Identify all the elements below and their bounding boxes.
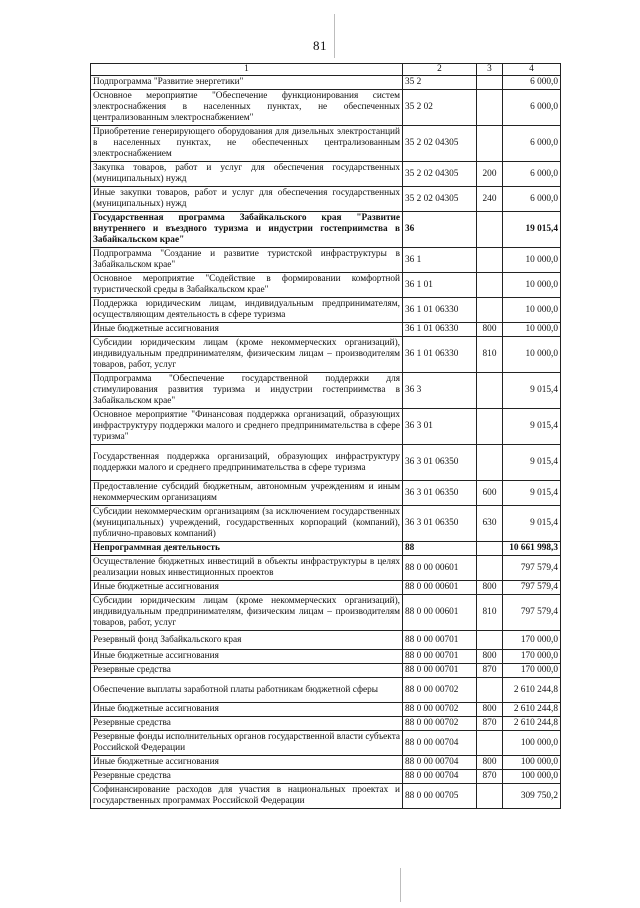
row-name: Подпрограмма "Развитие энергетики" [91,76,403,90]
row-code: 88 0 00 00701 [403,664,477,678]
row-code: 88 [403,542,477,556]
row-name: Непрограммная деятельность [91,542,403,556]
row-code: 88 0 00 00702 [403,717,477,731]
table-row [91,373,561,409]
table-row [91,784,561,809]
row-name: Подпрограмма "Обеспечение государственной поддержки для стимулирования развития туризма и индустрии гостеприимства в Забайкальском крае" [91,373,403,409]
row-name: Предоставление субсидий бюджетным, автономным учреждениям и иным некоммерческим организациям [91,481,403,506]
row-vr: 200 [477,162,503,187]
row-amount: 6 000,0 [503,126,561,162]
row-amount: 9 015,4 [503,409,561,445]
row-name: Государственная программа Забайкальского края "Развитие внутреннего и въездного туризма и индустрии гостеприимства в Забайкальском крае" [91,212,403,248]
row-code: 88 0 00 00705 [403,784,477,809]
row-vr [477,273,503,298]
row-code: 36 1 01 [403,273,477,298]
row-code: 36 1 01 06330 [403,337,477,373]
table-row [91,595,561,631]
row-name: Иные бюджетные ассигнования [91,323,403,337]
row-name: Иные закупки товаров, работ и услуг для обеспечения государственных (муниципальных) нужд [91,187,403,212]
table-row [91,650,561,664]
row-code: 36 [403,212,477,248]
row-amount: 2 610 244,8 [503,717,561,731]
table-row [91,248,561,273]
row-name: Иные бюджетные ассигнования [91,581,403,595]
row-name: Государственная поддержка организаций, образующих инфраструктуру поддержки малого и среднего предпринимательства в сфере туризма [91,445,403,481]
row-amount: 10 661 998,3 [503,542,561,556]
table-row [91,323,561,337]
page-number: 81 [313,38,327,53]
row-name: Основное мероприятие "Обеспечение функционирования систем электроснабжения в населенных пунктах, не обеспеченных централизованным электроснабжением" [91,90,403,126]
table-row [91,273,561,298]
row-amount: 797 579,4 [503,581,561,595]
row-vr [477,373,503,409]
table-row [91,187,561,212]
row-code: 35 2 [403,76,477,90]
row-vr [477,556,503,581]
table-row [91,506,561,542]
table-row [91,409,561,445]
header-col-code: 2 [403,64,477,76]
table-row [91,556,561,581]
row-name: Иные бюджетные ассигнования [91,756,403,770]
row-vr: 810 [477,595,503,631]
row-name: Резервный фонд Забайкальского края [91,631,403,650]
table-row [91,581,561,595]
row-vr: 800 [477,581,503,595]
row-code: 88 0 00 00702 [403,678,477,703]
row-amount: 10 000,0 [503,337,561,373]
header-col-vr: 3 [477,64,503,76]
table-row [91,90,561,126]
row-code: 35 2 02 04305 [403,126,477,162]
row-amount: 19 015,4 [503,212,561,248]
row-code: 88 0 00 00704 [403,731,477,756]
row-code: 36 3 01 06350 [403,481,477,506]
row-amount: 9 015,4 [503,506,561,542]
table-row [91,481,561,506]
table-body [91,76,561,809]
table-row [91,756,561,770]
row-vr: 870 [477,770,503,784]
row-vr [477,445,503,481]
row-name: Субсидии некоммерческим организациям (за исключением государственных (муниципальных) учреждений, государственных корпораций (компаний), публично-правовых компаний) [91,506,403,542]
row-name: Иные бюджетные ассигнования [91,703,403,717]
row-code: 88 0 00 00601 [403,581,477,595]
row-amount: 170 000,0 [503,664,561,678]
table-row [91,298,561,323]
row-name: Основное мероприятие "Финансовая поддержка организаций, образующих инфраструктуру поддержки малого и среднего предпринимательства в сфере туризма" [91,409,403,445]
row-name: Иные бюджетные ассигнования [91,650,403,664]
row-amount: 100 000,0 [503,770,561,784]
row-code: 88 0 00 00601 [403,595,477,631]
row-code: 36 3 01 [403,409,477,445]
row-vr [477,212,503,248]
scan-artifact-line [400,868,401,902]
row-code: 88 0 00 00702 [403,703,477,717]
row-code: 36 3 01 06350 [403,506,477,542]
row-vr: 630 [477,506,503,542]
row-name: Основное мероприятие "Содействие в формировании комфортной туристической среды в Забайкальском крае" [91,273,403,298]
row-vr [477,90,503,126]
row-name: Субсидии юридическим лицам (кроме некоммерческих организаций), индивидуальным предпринимателям, физическим лицам – производителям товаров, работ, услуг [91,337,403,373]
row-name: Подпрограмма "Создание и развитие туристской инфраструктуры в Забайкальском крае" [91,248,403,273]
row-code: 35 2 02 [403,90,477,126]
table-row [91,770,561,784]
row-amount: 9 015,4 [503,481,561,506]
row-amount: 2 610 244,8 [503,703,561,717]
row-code: 35 2 02 04305 [403,187,477,212]
row-amount: 170 000,0 [503,631,561,650]
row-code: 88 0 00 00701 [403,631,477,650]
row-code: 36 1 01 06330 [403,298,477,323]
row-vr [477,126,503,162]
row-vr [477,298,503,323]
row-code: 88 0 00 00701 [403,650,477,664]
table-row [91,678,561,703]
table-row [91,76,561,90]
row-code: 36 1 01 06330 [403,323,477,337]
row-amount: 9 015,4 [503,373,561,409]
row-code: 35 2 02 04305 [403,162,477,187]
table-row [91,162,561,187]
budget-table [90,63,561,809]
row-name: Резервные фонды исполнительных органов государственной власти субъекта Российской Федерации [91,731,403,756]
table-row [91,126,561,162]
row-amount: 9 015,4 [503,445,561,481]
row-name: Обеспечение выплаты заработной платы работникам бюджетной сферы [91,678,403,703]
table-row [91,542,561,556]
row-amount: 797 579,4 [503,556,561,581]
row-name: Софинансирование расходов для участия в национальных проектах и государственных программах Российской Федерации [91,784,403,809]
table-row [91,631,561,650]
row-amount: 6 000,0 [503,76,561,90]
row-vr [477,678,503,703]
row-name: Приобретение генерирующего оборудования для дизельных электростанций в населенных пунктах, не обеспеченных централизованным электроснабжением [91,126,403,162]
table-row [91,703,561,717]
row-amount: 10 000,0 [503,323,561,337]
row-vr [477,631,503,650]
row-vr: 240 [477,187,503,212]
row-vr: 800 [477,756,503,770]
row-name: Резервные средства [91,664,403,678]
row-code: 88 0 00 00704 [403,770,477,784]
table-row [91,731,561,756]
row-vr [477,76,503,90]
table-row [91,717,561,731]
row-code: 36 3 [403,373,477,409]
header-col-amount: 4 [503,64,561,76]
table-row [91,212,561,248]
row-amount: 10 000,0 [503,248,561,273]
row-name: Резервные средства [91,770,403,784]
row-amount: 6 000,0 [503,187,561,212]
row-name: Поддержка юридическим лицам, индивидуальным предпринимателям, осуществляющим деятельность в сфере туризма [91,298,403,323]
row-vr: 810 [477,337,503,373]
row-amount: 6 000,0 [503,162,561,187]
row-code: 88 0 00 00601 [403,556,477,581]
row-amount: 100 000,0 [503,731,561,756]
row-code: 36 1 [403,248,477,273]
row-name: Резервные средства [91,717,403,731]
row-vr: 800 [477,323,503,337]
row-amount: 100 000,0 [503,756,561,770]
row-vr [477,248,503,273]
row-vr: 600 [477,481,503,506]
row-vr: 800 [477,703,503,717]
row-amount: 309 750,2 [503,784,561,809]
row-vr [477,731,503,756]
row-amount: 2 610 244,8 [503,678,561,703]
row-name: Осуществление бюджетных инвестиций в объекты инфраструктуры в целях реализации новых инвестиционных проектов [91,556,403,581]
header-row [91,64,561,76]
header-col-name: 1 [91,64,403,76]
row-vr [477,784,503,809]
table-row [91,445,561,481]
row-vr: 800 [477,650,503,664]
row-vr [477,542,503,556]
table-row [91,337,561,373]
row-amount: 10 000,0 [503,273,561,298]
row-vr: 870 [477,717,503,731]
row-amount: 797 579,4 [503,595,561,631]
row-amount: 10 000,0 [503,298,561,323]
table-row [91,664,561,678]
row-vr: 870 [477,664,503,678]
row-name: Субсидии юридическим лицам (кроме некоммерческих организаций), индивидуальным предпринимателям, физическим лицам – производителям товаров, работ, услуг [91,595,403,631]
row-code: 36 3 01 06350 [403,445,477,481]
row-vr [477,409,503,445]
row-name: Закупка товаров, работ и услуг для обеспечения государственных (муниципальных) нужд [91,162,403,187]
row-amount: 6 000,0 [503,90,561,126]
row-code: 88 0 00 00704 [403,756,477,770]
row-amount: 170 000,0 [503,650,561,664]
